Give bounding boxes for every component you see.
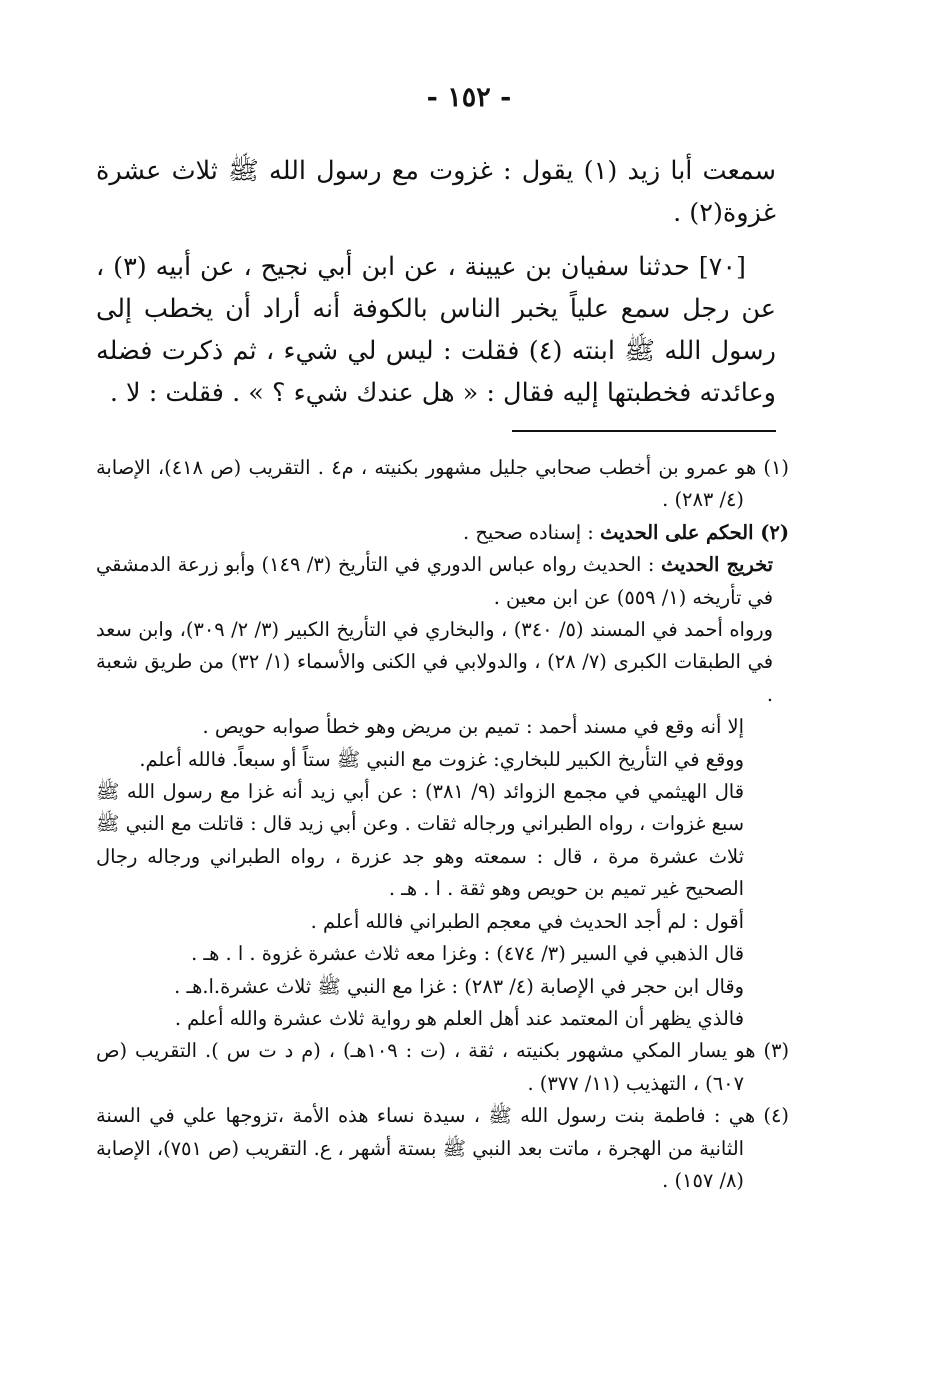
main-paragraph-hadith-70: [٧٠] حدثنا سفيان بن عيينة ، عن ابن أبي نجيح ، عن أبيه (٣) ، عن رجل سمع علياً يخبر الناس بالكوفة أنه أراد أن يخطب إلى رسول الله ﷺ ابنته (٤) فقلت : ليس لي شيء ، ثم ذكرت فضله وعائدته فخطبتها إليه فقال : « هل عندك شيء ؟ » . فقلت : لا . [96, 252, 776, 408]
footnote-illa-paragraph: إلا أنه وقع في مسند أحمد : تميم بن مريض وهو خطأ صوابه حويص . [202, 715, 744, 739]
footnote-conclusion-paragraph: فالذي يظهر أن المعتمد عند أهل العلم هو رواية ثلاث عشرة والله أعلم . [174, 1006, 744, 1030]
main-paragraph-1: سمعت أبا زيد (١) يقول : غزوت مع رسول الله ﷺ ثلاث عشرة غزوة(٢) . [96, 156, 776, 228]
footnote-waqa-paragraph: ووقع في التأريخ الكبير للبخاري: غزوت مع النبي ﷺ ستاً أو سبعاً. فالله أعلم. [139, 747, 744, 771]
footnote-2 [96, 517, 789, 549]
footnote-haythami-paragraph: قال الهيثمي في مجمع الزوائد (٩/ ٣٨١) : عن أبي زيد أنه غزا مع رسول الله ﷺ سبع غزوات ، رواه الطبراني ورجاله ثقات . وعن أبي زيد قال : قاتلت مع النبي ﷺ ثلاث عشرة مرة ، قال : سمعته وهو جد عزرة ، رواه الطبراني ورجاله رجال الصحيح غير تميم بن حويص وهو ثقة . ا . هـ . [96, 780, 744, 901]
footnote-aqul-paragraph: أقول : لم أجد الحديث في معجم الطبراني فالله أعلم . [310, 909, 744, 933]
footnote-2-text: : إسناده صحيح . [463, 520, 594, 544]
takhrij-text: : الحديث رواه عباس الدوري في التأريخ (٣/ ١٤٩) وأبو زرعة الدمشقي في تأريخه (١/ ٥٥٩) عن ابن معين . [96, 553, 773, 609]
takhrij-label: تخريج الحديث [660, 553, 773, 577]
footnote-3: (٣) هو يسار المكي مشهور بكنيته ، ثقة ، (ت : ١٠٩هـ) ، (م د ت س ). التقريب (ص ٦٠٧) ، التهذيب (١١/ ٣٧٧) . [96, 1039, 790, 1095]
footnote-dhahabi-paragraph: قال الذهبي في السير (٣/ ٤٧٤) : وغزا معه ثلاث عشرة غزوة . ا . هـ . [191, 942, 744, 966]
footnotes [96, 452, 789, 1197]
footnote-ahmad-paragraph: ورواه أحمد في المسند (٥/ ٣٤٠) ، والبخاري في التأريخ الكبير (٣/ ٢/ ٣٠٩)، وابن سعد في الطبقات الكبرى (٧/ ٢٨) ، والدولابي في الكنى والأسماء (١/ ٣٢) من طريق شعبة . [96, 618, 774, 706]
main-text [96, 150, 776, 414]
footnote-hajar-paragraph: وقال ابن حجر في الإصابة (٤/ ٢٨٣) : غزا مع النبي ﷺ ثلاث عشرة.ا.هـ . [174, 974, 744, 998]
page-number: - ١٥٢ - [426, 82, 512, 113]
footnote-divider [512, 430, 776, 432]
takhrij-paragraph [96, 549, 789, 614]
footnote-2-label: (٢) الحكم على الحديث [599, 520, 789, 544]
footnote-4: (٤) هي : فاطمة بنت رسول الله ﷺ ، سيدة نساء هذه الأمة ،تزوجها علي في السنة الثانية من الهجرة ، ماتت بعد النبي ﷺ بستة أشهر ، ع. التقريب (ص ٧٥١)، الإصابة (٨/ ١٥٧) . [96, 1104, 789, 1192]
footnote-1: (١) هو عمرو بن أخطب صحابي جليل مشهور بكنيته ، م٤ . التقريب (ص ٤١٨)، الإصابة (٤/ ٢٨٣) . [96, 456, 789, 512]
